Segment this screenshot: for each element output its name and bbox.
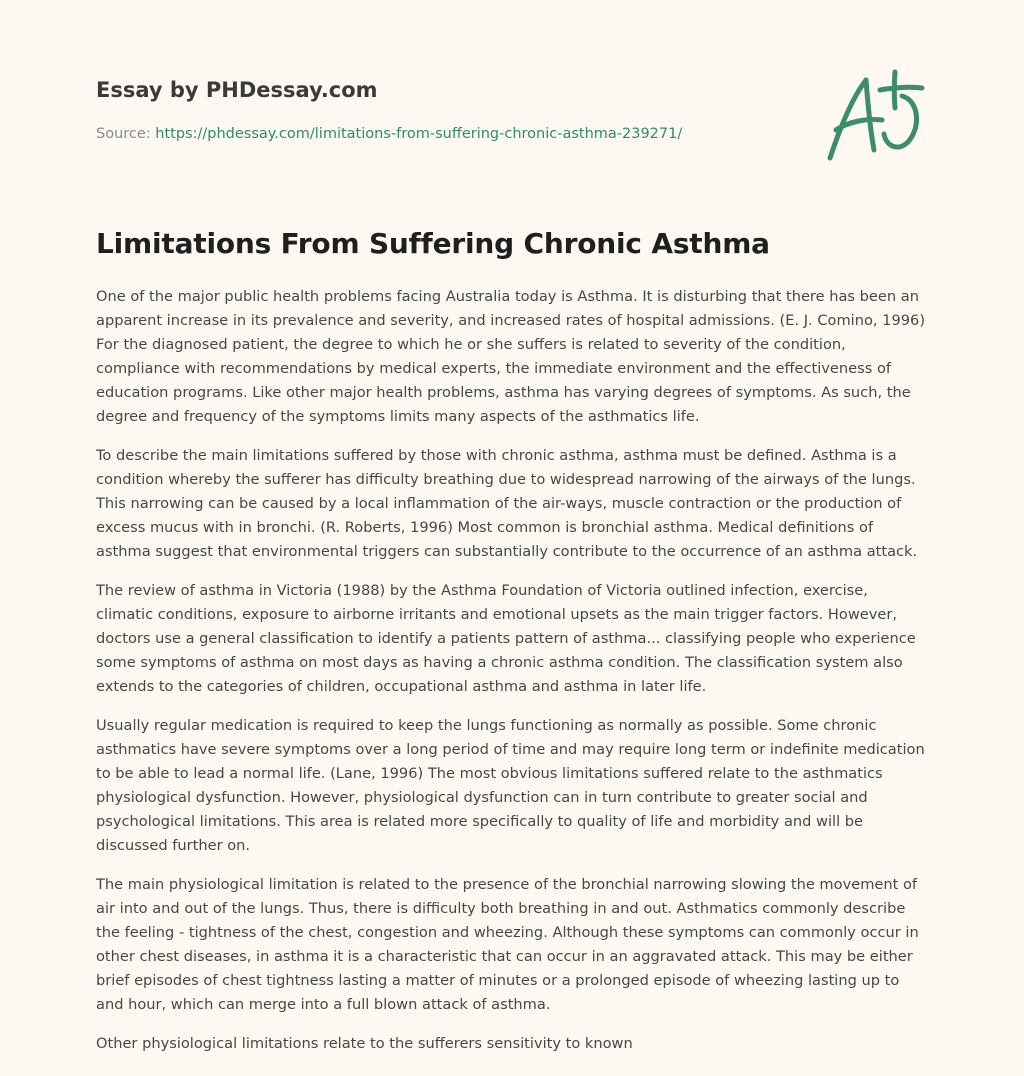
essay-paragraph: Usually regular medication is required to keep the lungs functioning as normally as possible. Some chronic asthmatics have severe symptoms over a long period of time and may require long term or indefinite medication to be able to lead a normal life. (Lane, 1996) The most obvious limitations suffered relate to the asthmatics physiological dysfunction. However, physiological dysfunction can in turn contribute to greater social and psychological limitations. This area is related more specifically to quality of life and morbidity and will be discussed further on. xyxy=(96,717,925,854)
essay-body xyxy=(96,285,928,1071)
brand-title: Essay by PHDessay.com xyxy=(96,78,378,102)
essay-paragraph: To describe the main limitations suffered by those with chronic asthma, asthma must be defined. Asthma is a condition whereby the sufferer has difficulty breathing due to widespread narrowing of the airways of the lungs. This narrowing can be caused by a local inflammation of the air-ways, muscle contraction or the production of excess mucus with in bronchi. (R. Roberts, 1996) Most common is bronchial asthma. Medical definitions of asthma suggest that environmental triggers can substantially contribute to the occurrence of an asthma attack. xyxy=(96,447,918,560)
a-plus-logo xyxy=(822,66,932,166)
source-line xyxy=(96,124,796,144)
source-label: Source: xyxy=(96,126,156,142)
page-header xyxy=(96,76,796,144)
essay-paragraph: The main physiological limitation is related to the presence of the bronchial narrowing slowing the movement of air into and out of the lungs. Thus, there is difficulty both breathing in and out. Asthmatics commonly describe the feeling - tightness of the chest, congestion and wheezing. Although these symptoms can commonly occur in other chest diseases, in asthma it is a characteristic that can occur in an aggravated attack. This may be either brief episodes of chest tightness lasting a matter of minutes or a prolonged episode of wheezing lasting up to and hour, which can merge into a full blown attack of asthma. xyxy=(96,876,919,1013)
source-link[interactable]: https://phdessay.com/limitations-from-suffering-chronic-asthma-239271/ xyxy=(155,126,683,142)
a-plus-logo-icon xyxy=(822,66,932,166)
essay-paragraph: Other physiological limitations relate to the sufferers sensitivity to known xyxy=(96,1035,633,1052)
essay-title: Limitations From Suffering Chronic Asthma xyxy=(96,227,770,260)
essay-paragraph: One of the major public health problems facing Australia today is Asthma. It is disturbing that there has been an apparent increase in its prevalence and severity, and increased rates of hospital admissions. (E. J. Comino, 1996) For the diagnosed patient, the degree to which he or she suffers is related to severity of the condition, compliance with recommendations by medical experts, the immediate environment and the effectiveness of education programs. Like other major health problems, asthma has varying degrees of symptoms. As such, the degree and frequency of the symptoms limits many aspects of the asthmatics life. xyxy=(96,288,926,425)
essay-paragraph: The review of asthma in Victoria (1988) by the Asthma Foundation of Victoria outlined infection, exercise, climatic conditions, exposure to airborne irritants and emotional upsets as the main trigger factors. However, doctors use a general classification to identify a patients pattern of asthma... classifying people who experience some symptoms of asthma on most days as having a chronic asthma condition. The classification system also extends to the categories of children, occupational asthma and asthma in later life. xyxy=(96,582,916,695)
